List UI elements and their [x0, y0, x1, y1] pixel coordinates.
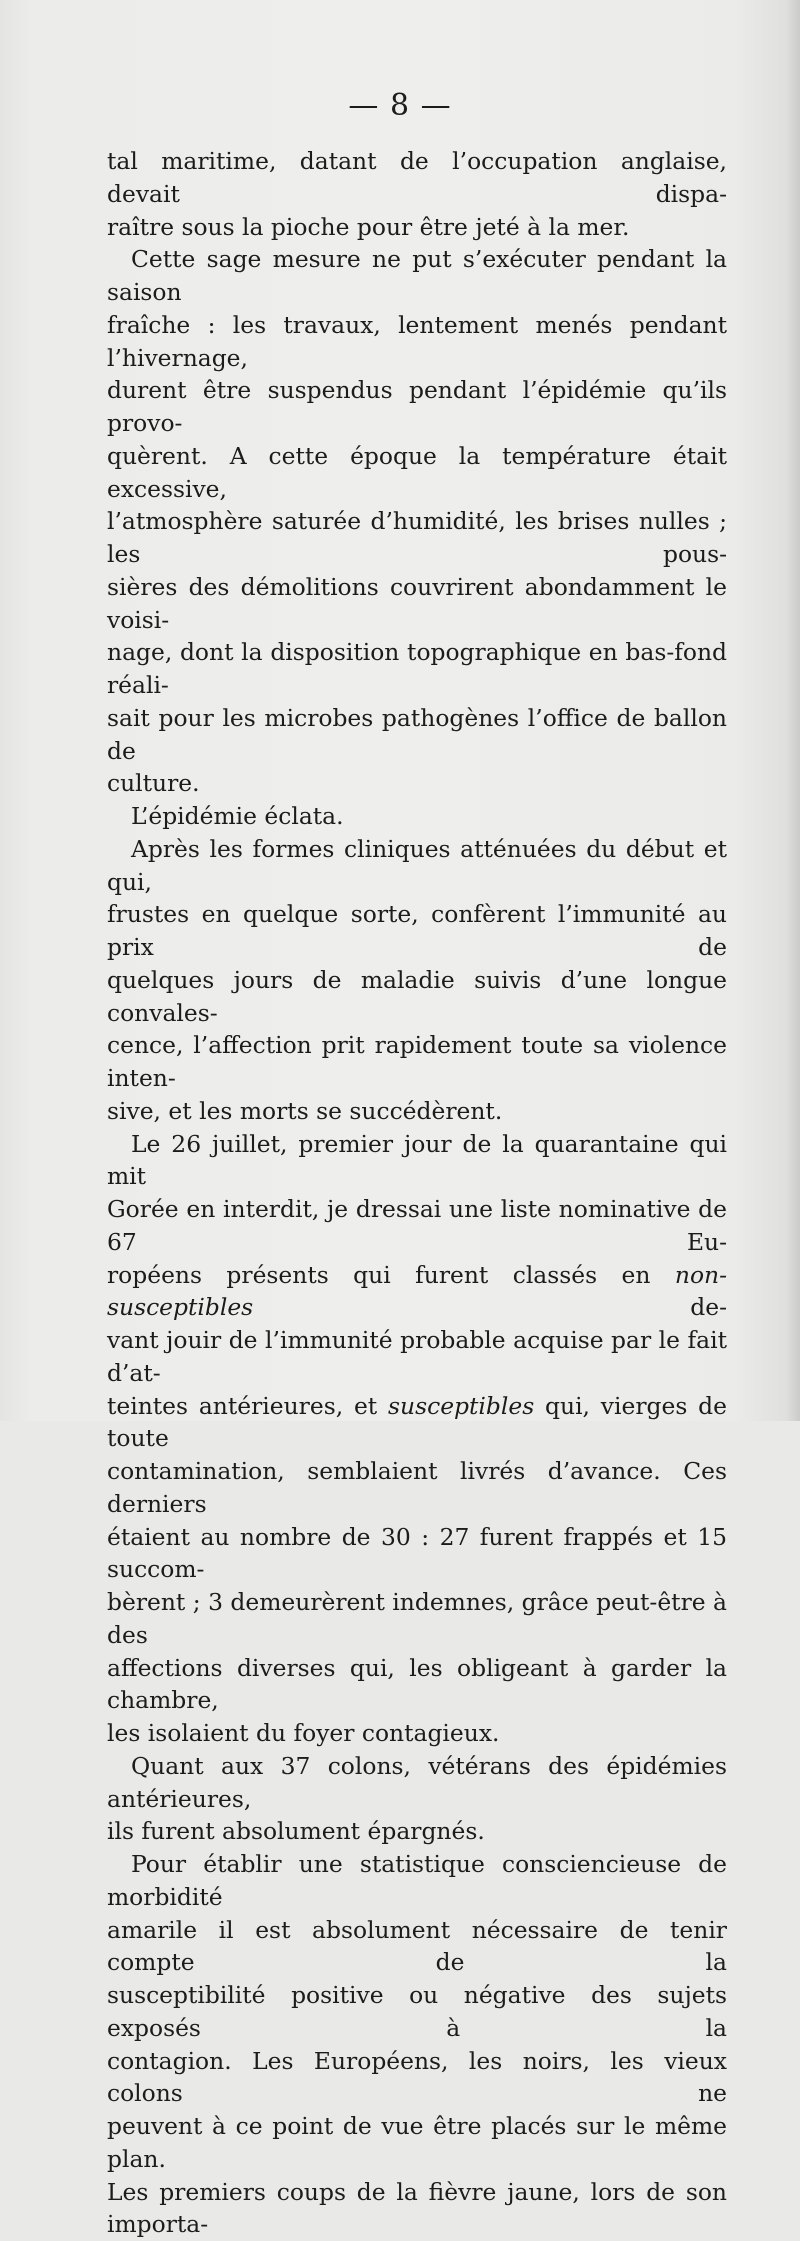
text-line: tal maritime, datant de l’occupation anglaise, devait dispa-: [107, 145, 727, 211]
text-fragment: ropéens présents qui furent classés en: [107, 1261, 675, 1289]
text-line: Après les formes cliniques atténuées du début et qui,: [107, 833, 727, 899]
page-edge-shadow: [786, 0, 800, 1421]
text-line: les isolaient du foyer contagieux.: [107, 1717, 727, 1750]
text-line: ils furent absolument épargnés.: [107, 1815, 727, 1848]
text-line: sait pour les microbes pathogènes l’office de ballon de: [107, 702, 727, 768]
text-line: raître sous la pioche pour être jeté à la mer.: [107, 211, 727, 244]
text-line: fraîche : les travaux, lentement menés pendant l’hivernage,: [107, 309, 727, 375]
text-line: contagion. Les Européens, les noirs, les vieux colons ne: [107, 2045, 727, 2111]
text-line: vant jouir de l’immunité probable acquise par le fait d’at-: [107, 1324, 727, 1390]
text-line: quèrent. A cette époque la température était excessive,: [107, 440, 727, 506]
text-line: quelques jours de maladie suivis d’une longue convales-: [107, 964, 727, 1030]
italic-term: susceptibles: [388, 1392, 534, 1420]
text-line: [107, 1259, 727, 1325]
text-line: sive, et les morts se succédèrent.: [107, 1095, 727, 1128]
text-line: durent être suspendus pendant l’épidémie qu’ils provo-: [107, 374, 727, 440]
text-line: cence, l’affection prit rapidement toute sa violence inten-: [107, 1029, 727, 1095]
text-line: amarile il est absolument nécessaire de tenir compte de la: [107, 1914, 727, 1980]
text-line: frustes en quelque sorte, confèrent l’immunité au prix de: [107, 898, 727, 964]
text-line: peuvent à ce point de vue être placés sur le même plan.: [107, 2110, 727, 2176]
body-text: [107, 145, 727, 2241]
text-line: susceptibilité positive ou négative des sujets exposés à la: [107, 1979, 727, 2045]
text-line: Cette sage mesure ne put s’exécuter pendant la saison: [107, 243, 727, 309]
text-line: sières des démolitions couvrirent abondamment le voisi-: [107, 571, 727, 637]
text-line: Le 26 juillet, premier jour de la quarantaine qui mit: [107, 1128, 727, 1194]
text-fragment: teintes antérieures, et: [107, 1392, 388, 1420]
text-line: affections diverses qui, les obligeant à garder la chambre,: [107, 1652, 727, 1718]
italic-term: non-susceptibles: [107, 1261, 727, 1322]
text-line: L’épidémie éclata.: [107, 800, 727, 833]
text-line: nage, dont la disposition topographique en bas-fond réali-: [107, 636, 727, 702]
text-fragment: qui, vierges de toute: [107, 1392, 727, 1453]
text-fragment: de-: [253, 1293, 727, 1321]
text-line: Quant aux 37 colons, vétérans des épidémies antérieures,: [107, 1750, 727, 1816]
text-line: Pour établir une statistique consciencieuse de morbidité: [107, 1848, 727, 1914]
text-line: l’atmosphère saturée d’humidité, les brises nulles ; les pous-: [107, 505, 727, 571]
text-line: contamination, semblaient livrés d’avance. Ces derniers: [107, 1455, 727, 1521]
text-line: culture.: [107, 767, 727, 800]
page-number: — 8 —: [0, 88, 800, 123]
text-line: étaient au nombre de 30 : 27 furent frappés et 15 succom-: [107, 1521, 727, 1587]
text-line: [107, 1390, 727, 1456]
text-line: Gorée en interdit, je dressai une liste nominative de 67 Eu-: [107, 1193, 727, 1259]
text-line: Les premiers coups de la fièvre jaune, lors de son importa-: [107, 2176, 727, 2241]
text-line: bèrent ; 3 demeurèrent indemnes, grâce peut-être à des: [107, 1586, 727, 1652]
